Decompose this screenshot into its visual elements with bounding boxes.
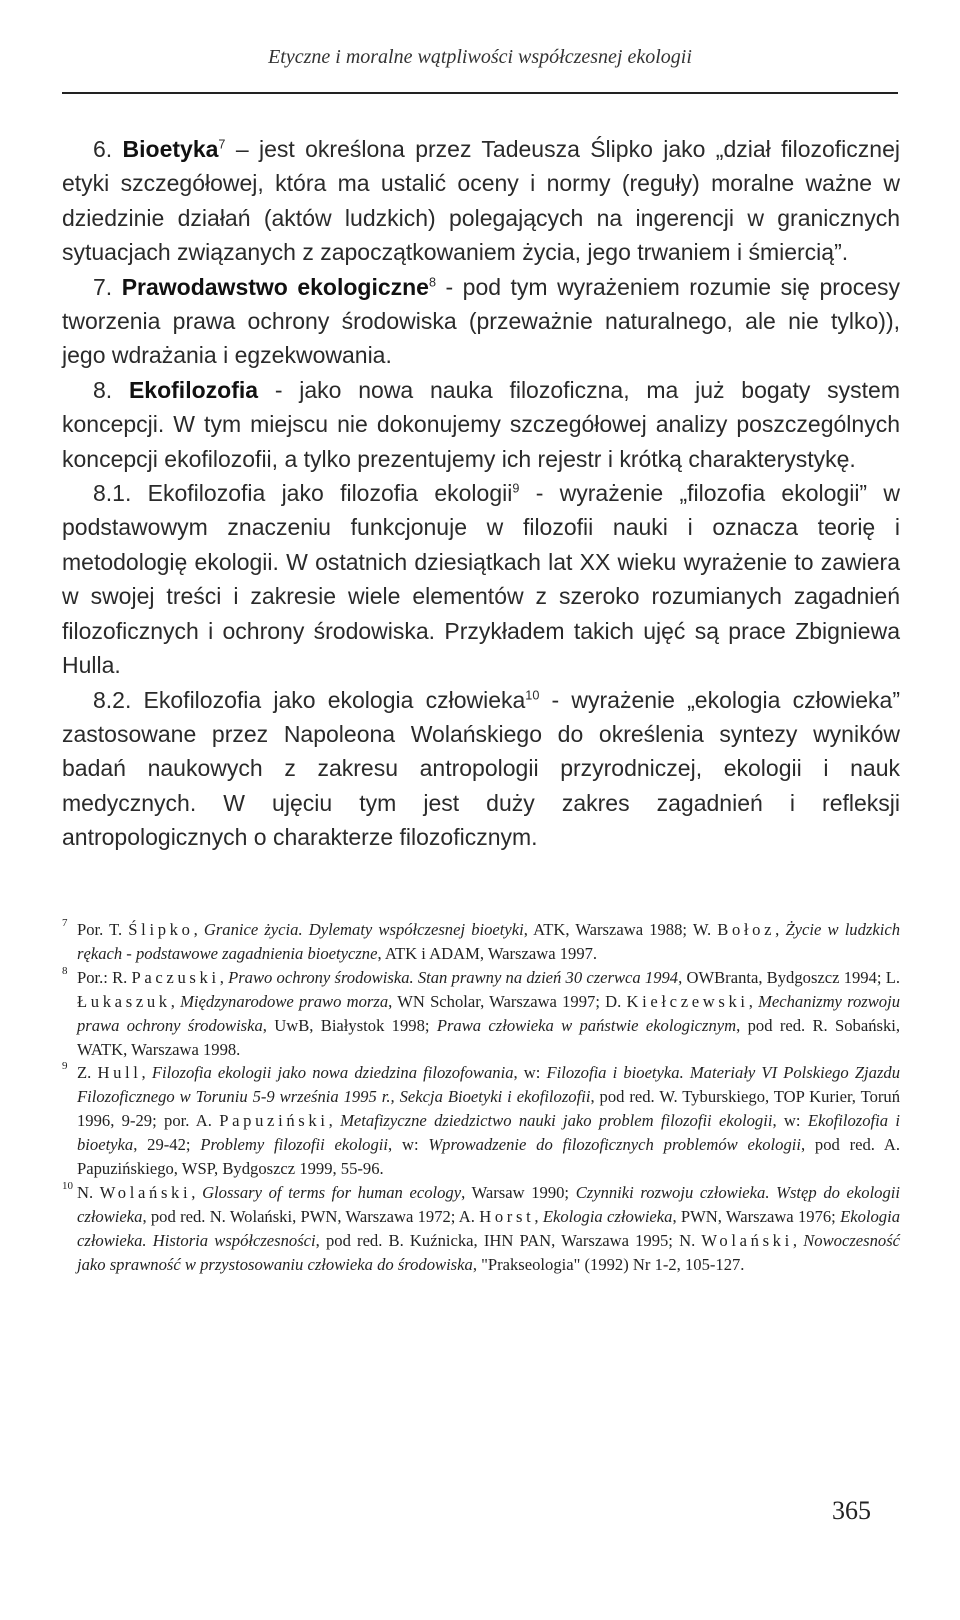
term-prawodawstwo: Prawodawstwo ekologiczne bbox=[121, 273, 429, 300]
fn-author: Łukaszuk bbox=[77, 991, 171, 1011]
running-head: Etyczne i moralne wątpliwości współczesnej ekologii bbox=[268, 46, 692, 68]
paragraph-8-1 bbox=[62, 476, 900, 682]
fn-title: Metafizyczne dziedzictwo nauki jako problem filozofii ekologii bbox=[340, 1111, 773, 1131]
fn-title: Filozofia ekologii jako nowa dziedzina filozofowania bbox=[151, 1063, 514, 1083]
fn-text: , pod red. B. Kuźnicka, IHN PAN, Warszawa 1995; N. bbox=[315, 1230, 702, 1250]
term-bioetyka: Bioetyka bbox=[122, 136, 219, 162]
paragraph-7-text: - pod tym wyrażeniem rozumie się procesy tworzenia prawa ochrony środowiska (przeważnie naturalnego, ale nie tylko)), jego wdrażania i egzekwowania. bbox=[62, 273, 901, 369]
fn-author: Kiełczewski bbox=[626, 991, 749, 1011]
fn-text: , w: bbox=[513, 1063, 547, 1083]
footnote-9 bbox=[62, 1061, 900, 1181]
fn-text: , bbox=[170, 991, 181, 1011]
fn-text: , UwB, Białystok 1998; bbox=[262, 1015, 437, 1035]
footnote-number: 7 bbox=[62, 917, 68, 929]
footnote-ref-8: 8 bbox=[428, 274, 437, 289]
fn-text: , w: bbox=[388, 1135, 429, 1155]
main-text bbox=[62, 132, 900, 855]
fn-text: , pod red. W. Tyburskiego, TOP Kurier, Toruń 1996, 9-29; por. A. bbox=[77, 1087, 900, 1131]
fn-text: , 29-42; bbox=[133, 1135, 201, 1155]
fn-author: Ślipko bbox=[128, 920, 194, 939]
footnote-7 bbox=[62, 918, 900, 966]
item-number: 8. bbox=[93, 376, 129, 403]
fn-title: Ekologia człowieka. Historia współczesności bbox=[77, 1206, 900, 1250]
fn-text: , Warsaw 1990; bbox=[461, 1182, 576, 1202]
fn-title: Filozofia i bioetyka. Materiały VI Polskiego Zjazdu Filozoficznego w Toruniu 5-9 września 1995 r., Sekcja Bioetyki i ekofilozofii bbox=[77, 1063, 901, 1107]
fn-text: , bbox=[141, 1063, 152, 1083]
fn-text: , bbox=[748, 991, 759, 1011]
paragraph-8-2 bbox=[62, 683, 900, 855]
fn-text: , bbox=[191, 1182, 203, 1202]
page-number: 365 bbox=[832, 1496, 871, 1525]
paragraph-8-1-text: - wyrażenie „filozofia ekologii” w podstawowym znaczeniu funkcjonuje w filozofii nauki i oznacza teorię i metodologię ekologii. W ostatnich dziesiątkach lat XX wieku wyrażenie to zawiera w swojej treści i zakresie wiele elementów z szeroko rozumianych zagadnień filozoficznych i ochrony środowiska. Przykładem takich ujęć są prace Zbigniewa Hulla. bbox=[62, 480, 900, 679]
fn-author: Papuziński bbox=[219, 1111, 329, 1131]
fn-text: , bbox=[775, 920, 786, 939]
fn-text: Z. bbox=[77, 1063, 98, 1083]
fn-author: Horst bbox=[479, 1206, 535, 1226]
fn-text: , ATK, Warszawa 1988; W. bbox=[523, 920, 718, 939]
paragraph-8-2-text: - wyrażenie „ekologia człowieka” zastosowane przez Napoleona Wolańskiego do określenia syntezy wyników badań naukowych z zakresu antropologii przyrodniczej, ekologii i nauk medycznych. W ujęciu tym jest duży zakres zagadnień i refleksji antropologicznych o charakterze filozoficznym. bbox=[62, 686, 900, 851]
fn-text: , w: bbox=[772, 1111, 808, 1131]
fn-author: Wolański bbox=[99, 1182, 192, 1202]
fn-title: Wprowadzenie do filozoficznych problemów ekologii bbox=[428, 1135, 801, 1155]
footnote-ref-9: 9 bbox=[512, 481, 520, 496]
footnote-10 bbox=[62, 1181, 900, 1277]
paragraph-7 bbox=[62, 270, 900, 373]
header-rule bbox=[62, 92, 898, 94]
fn-text: , bbox=[193, 920, 204, 939]
fn-title: Problemy filozofii ekologii bbox=[200, 1135, 388, 1155]
fn-text: , OWBranta, Bydgoszcz 1994; L. bbox=[678, 967, 900, 987]
fn-text: , WN Scholar, Warszawa 1997; D. bbox=[388, 991, 627, 1011]
fn-text: Por. T. bbox=[77, 920, 129, 939]
fn-text: , bbox=[534, 1206, 543, 1226]
footnotes bbox=[62, 918, 900, 1277]
fn-title: Glossary of terms for human ecology bbox=[202, 1182, 462, 1202]
fn-text: , bbox=[792, 1230, 804, 1250]
fn-text: , PWN, Warszawa 1976; bbox=[672, 1206, 841, 1226]
fn-text: , pod red. A. Papuzińskiego, WSP, Bydgoszcz 1999, 55-96. bbox=[77, 1135, 900, 1179]
item-number: 7. bbox=[93, 273, 122, 300]
paragraph-8-text: - jako nowa nauka filozoficzna, ma już bogaty system koncepcji. W tym miejscu nie dokonujemy szczegółowej analizy poszczególnych koncepcji ekofilozofii, a tylko prezentujemy ich rejestr i krótką charakterystykę. bbox=[62, 376, 900, 472]
fn-title: Ekologia człowieka bbox=[542, 1206, 673, 1226]
footnote-ref-10: 10 bbox=[525, 687, 540, 702]
paragraph-6-text: – jest określona przez Tadeusza Ślipko jako „dział filozoficznej etyki szczegółowej, która ma ustalić oceny i normy (reguły) moralne ważne w dziedzinie działań (aktów ludzkich) polegających na ingerencji w granicznych sytuacjach związanych z zapoczątkowaniem życia, jego trwaniem i śmiercią”. bbox=[62, 136, 900, 266]
fn-author: Bołoz bbox=[717, 920, 776, 939]
fn-text: , pod red. N. Wolański, PWN, Warszawa 1972; A. bbox=[142, 1206, 480, 1226]
fn-text: N. bbox=[77, 1182, 100, 1202]
fn-text: , bbox=[219, 967, 229, 987]
footnote-8 bbox=[62, 966, 900, 1062]
fn-title: Granice życia. Dylematy współczesnej bioetyki bbox=[203, 920, 524, 939]
fn-text: , ATK i ADAM, Warszawa 1997. bbox=[377, 943, 598, 963]
paragraph-8 bbox=[62, 373, 900, 476]
fn-text: , pod red. R. Sobański, WATK, Warszawa 1998. bbox=[77, 1015, 901, 1059]
paragraph-6 bbox=[62, 132, 900, 270]
fn-author: Hull bbox=[97, 1063, 142, 1083]
fn-text: Por.: R. bbox=[77, 967, 132, 987]
footnote-number: 10 bbox=[62, 1179, 73, 1192]
item-number: 6. bbox=[93, 136, 123, 162]
fn-title: Mechanizmy rozwoju prawa ochrony środowiska bbox=[77, 991, 901, 1035]
fn-title: Prawa człowieka w państwie ekologicznym bbox=[436, 1015, 737, 1035]
fn-title: Prawo ochrony środowiska. Stan prawny na dzień 30 czerwca 1994 bbox=[228, 967, 679, 987]
term-ekofilozofia: Ekofilozofia bbox=[128, 376, 259, 403]
fn-text: , bbox=[328, 1111, 341, 1131]
fn-author: Wolański bbox=[701, 1230, 793, 1250]
fn-title: Ekofilozofia i bioetyka bbox=[77, 1111, 900, 1155]
footnote-ref-7: 7 bbox=[218, 137, 226, 152]
paragraph-8-2-lead: 8.2. Ekofilozofia jako ekologia człowieka bbox=[93, 686, 526, 713]
fn-text: , "Prakseologia" (1992) Nr 1-2, 105-127. bbox=[472, 1254, 745, 1274]
fn-author: Paczuski bbox=[131, 967, 220, 987]
fn-title: Nowoczesność jako sprawność w przystosowaniu człowieka do środowiska bbox=[77, 1230, 901, 1274]
fn-title: Czynniki rozwoju człowieka. Wstęp do ekologii człowieka bbox=[77, 1182, 900, 1226]
footnote-number: 8 bbox=[62, 964, 68, 977]
paragraph-8-1-lead: 8.1. Ekofilozofia jako filozofia ekologii bbox=[93, 480, 513, 507]
fn-title: Międzynarodowe prawo morza bbox=[180, 991, 389, 1011]
fn-title: Życie w ludzkich rękach - podstawowe zagadnienia bioetyczne bbox=[77, 920, 900, 963]
footnote-number: 9 bbox=[62, 1060, 68, 1073]
